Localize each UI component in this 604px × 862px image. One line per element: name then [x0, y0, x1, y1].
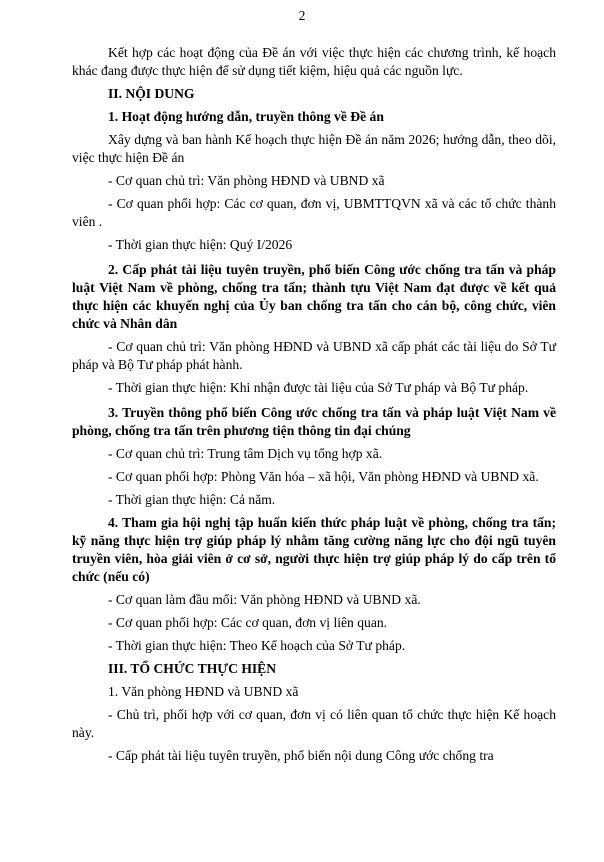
list-item: - Cơ quan phối hợp: Các cơ quan, đơn vị liên quan.	[108, 615, 388, 630]
list-item: - Cơ quan phối hợp: Phòng Văn hóa – xã hội, Văn phòng HĐND và UBND xã.	[108, 469, 539, 484]
section-heading: II. NỘI DUNG	[108, 86, 195, 101]
list-item: - Chủ trì, phối hợp với cơ quan, đơn vị có liên quan tổ chức thực hiện Kế hoạch này.	[72, 707, 556, 740]
list-item: - Cơ quan phối hợp: Các cơ quan, đơn vị, UBMTTQVN xã và các tổ chức thành viên .	[72, 196, 556, 229]
list-item: - Cơ quan chủ trì: Văn phòng HĐND và UBND xã cấp phát các tài liệu do Sở Tư pháp và Bộ Tư pháp phát hành.	[72, 339, 556, 372]
list-item: - Thời gian thực hiện: Khi nhận được tài liệu của Sở Tư pháp và Bộ Tư pháp.	[108, 380, 529, 395]
subsection-heading: 3. Truyền thông phổ biến Công ước chống tra tấn và pháp luật Việt Nam về phòng, chống tra tấn trên phương tiện thông tin đại chúng	[72, 405, 556, 438]
list-item: - Cơ quan chủ trì: Văn phòng HĐND và UBND xã	[108, 173, 385, 188]
list-item: - Cấp phát tài liệu tuyên truyền, phổ biến nội dung Công ước chống tra	[108, 748, 494, 763]
subsection-heading: 2. Cấp phát tài liệu tuyên truyền, phổ biến Công ước chống tra tấn và pháp luật Việt Nam về phòng, chống tra tấn; thành tựu Việt Nam đạt được về kết quả thực hiện các khuyến nghị của Ủy ban chống tra tấn cho cán bộ, công chức, viên chức và Nhân dân	[72, 262, 556, 331]
list-item: - Cơ quan chủ trì: Trung tâm Dịch vụ tổng hợp xã.	[108, 446, 383, 461]
paragraph: Xây dựng và ban hành Kế hoạch thực hiện Đề án năm 2026; hướng dẫn, theo dõi, việc thực hiện Đề án	[72, 132, 556, 165]
list-item: - Thời gian thực hiện: Theo Kế hoạch của Sở Tư pháp.	[108, 638, 406, 653]
document-body	[72, 44, 556, 765]
section-heading: III. TỔ CHỨC THỰC HIỆN	[108, 661, 277, 676]
subsection-heading: 4. Tham gia hội nghị tập huấn kiến thức pháp luật về phòng, chống tra tấn; kỹ năng thực hiện trợ giúp pháp lý nhằm tăng cường năng lực cho đội ngũ tuyên truyền viên, hòa giải viên ở cơ sở, người thực hiện trợ giúp pháp lý do cấp trên tổ chức (nếu có)	[72, 515, 556, 584]
list-item: - Thời gian thực hiện: Cả năm.	[108, 492, 276, 507]
subsection-heading: 1. Hoạt động hướng dẫn, truyền thông về Đề án	[108, 109, 384, 124]
list-item: - Thời gian thực hiện: Quý I/2026	[108, 237, 293, 252]
list-item: - Cơ quan làm đầu mối: Văn phòng HĐND và UBND xã.	[108, 592, 421, 607]
paragraph: Kết hợp các hoạt động của Đề án với việc thực hiện các chương trình, kế hoạch khác đang được thực hiện để sử dụng tiết kiệm, hiệu quả các nguồn lực.	[72, 45, 556, 78]
page-number: 2	[298, 8, 306, 23]
subsection-heading: 1. Văn phòng HĐND và UBND xã	[108, 684, 299, 699]
